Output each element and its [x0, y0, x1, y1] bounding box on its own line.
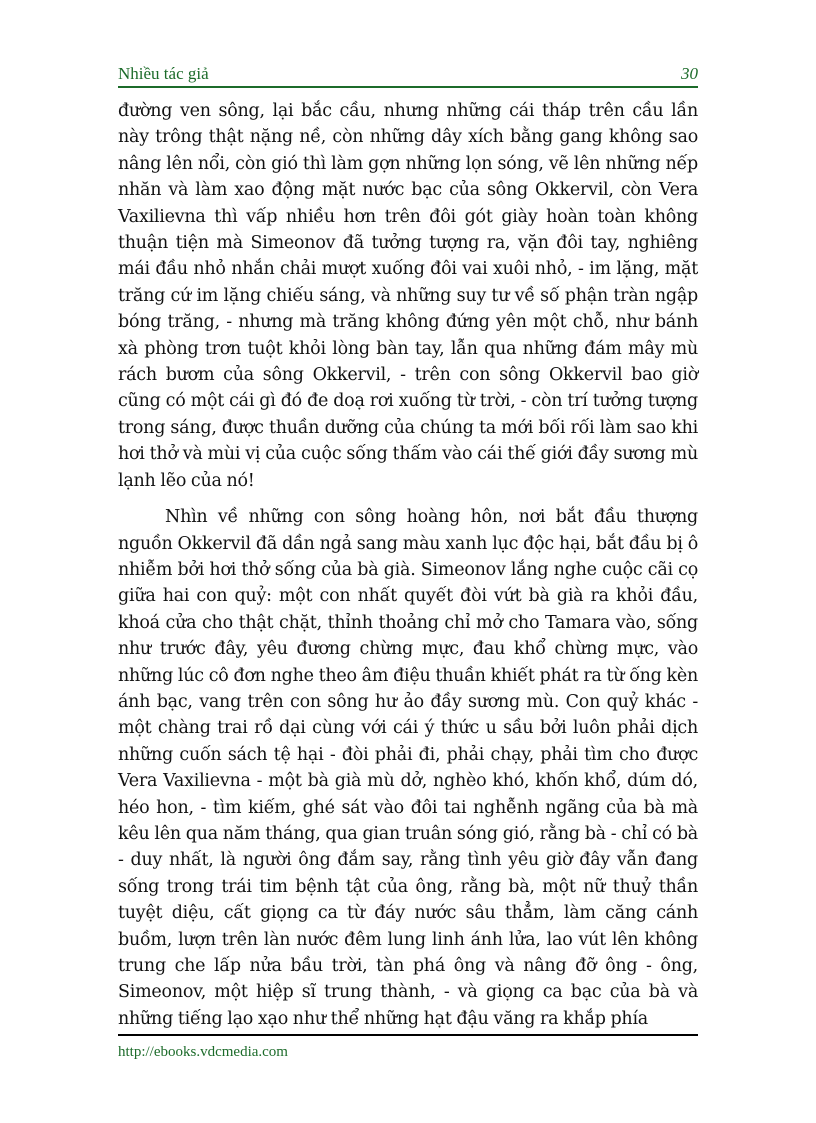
- paragraph: Nhìn về những con sông hoàng hôn, nơi bắt đầu thượng nguồn Okkervil đã dần ngả sang màu xanh lục độc hại, bắt đầu bị ô nhiễm bởi hơi thở sống của bà già. Simeonov lắng nghe cuộc cãi cọ giữa hai con quỷ: một con nhất quyết đòi vứt bà già ra khỏi đầu, khoá cửa cho thật chặt, thỉnh thoảng chỉ mở cho Tamara vào, sống như trước đây, yêu đương chừng mực, đau khổ chừng mực, vào những lúc cô đơn nghe theo âm điệu thuần khiết phát ra từ ống kèn ánh bạc, vang trên con sông hư ảo đầy sương mù. Con quỷ khác - một chàng trai rồ dại cùng với cái ý thức u sầu bởi luôn phải dịch những cuốn sách tệ hại - đòi phải đi, phải chạy, phải tìm cho được Vera Vaxilievna - một bà già mù dở, nghèo khó, khốn khổ, dúm dó, héo hon, - tìm kiếm, ghé sát vào đôi tai nghễnh ngãng của bà mà kêu lên qua năm tháng, qua gian truân sóng gió, rằng bà - chỉ có bà - duy nhất, là người ông đắm say, rằng tình yêu giờ đây vẫn đang sống trong trái tim bệnh tật của ông, rằng bà, một nữ thuỷ thần tuyệt diệu, cất giọng ca từ đáy nước sâu thẳm, làm căng cánh buồm, lượn trên làn nước đêm lung linh ánh lửa, lao vút lên không trung che lấp nửa bầu trời, tàn phá ông và nâng đỡ ông - ông, Simeonov, một hiệp sĩ trung thành, - và giọng ca bạc của bà và những tiếng lạo xạo như thể những hạt đậu văng ra khắp phía: [118, 507, 698, 1029]
- book-title: Nhiều tác giả: [118, 64, 209, 83]
- body-text: [118, 98, 698, 1032]
- page-header: [118, 62, 698, 88]
- footer-divider: [118, 1034, 698, 1036]
- footer-link[interactable]: http://ebooks.vdcmedia.com: [118, 1044, 288, 1060]
- paragraph-continued: đường ven sông, lại bắc cầu, nhưng những cái tháp trên cầu lần này trông thật nặng nề, còn những dây xích bằng gang không sao nâng lên nổi, còn gió thì làm gợn những lọn sóng, vẽ lên những nếp nhăn và làm xao động mặt nước bạc của sông Okkervil, còn Vera Vaxilievna thì vấp nhiều hơn trên đôi gót giày hoàn toàn không thuận tiện mà Simeonov đã tưởng tượng ra, vặn đôi tay, nghiêng mái đầu nhỏ nhắn chải mượt xuống đôi vai xuôi nhỏ, - im lặng, mặt trăng cứ im lặng chiếu sáng, và những suy tư về số phận tràn ngập bóng trăng, - nhưng mà trăng không đứng yên một chỗ, như bánh xà phòng trơn tuột khỏi lòng bàn tay, lẫn qua những đám mây mù rách bươm của sông Okkervil, - trên con sông Okkervil bao giờ cũng có một cái gì đó đe doạ rơi xuống từ trời, - còn trí tưởng tượng trong sáng, được thuần dưỡng của chúng ta mới bối rối làm sao khi hơi thở và mùi vị của cuộc sống thấm vào cái thế giới đầy sương mù lạnh lẽo của nó!: [118, 101, 698, 491]
- page-number: 30: [681, 64, 698, 83]
